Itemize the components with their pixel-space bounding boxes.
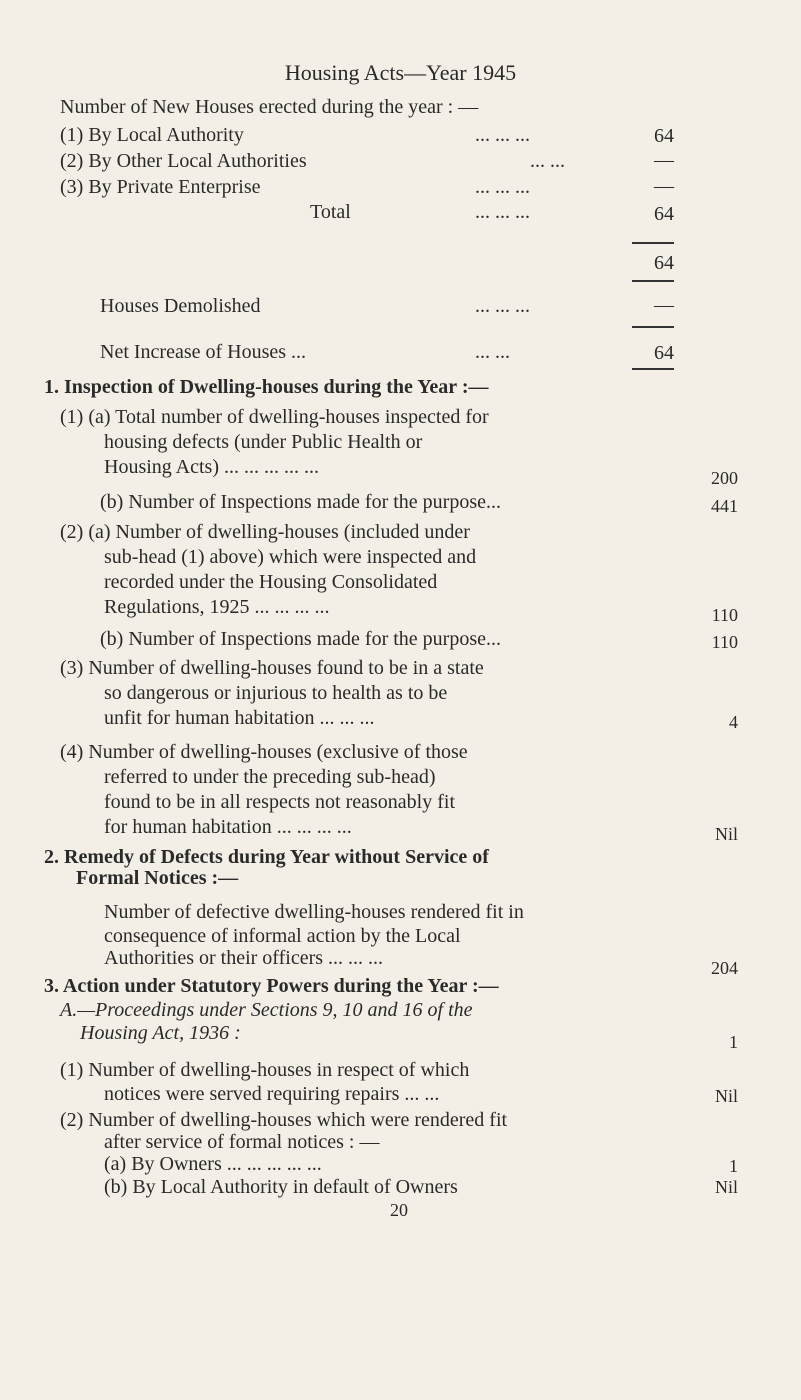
item1a-value: 200: [711, 468, 738, 488]
net-increase-value: 64: [654, 342, 674, 364]
item1a-line1: (1) (a) Total number of dwelling-houses inspected for: [60, 406, 489, 428]
section3-heading: 3. Action under Statutory Powers during the Year :—: [44, 975, 499, 997]
item3-line2: so dangerous or injurious to health as to be: [104, 682, 448, 704]
section2-heading-line2: Formal Notices :—: [76, 867, 239, 889]
row-local-authority-dots: ... ... ...: [475, 124, 530, 146]
section2-body-line3: Authorities or their officers ... ... ...: [104, 947, 384, 969]
rule-2: [632, 280, 674, 282]
item4-line4: for human habitation ... ... ... ...: [104, 816, 352, 838]
row-private-enterprise-value: —: [654, 175, 674, 197]
row-other-authorities-value: —: [654, 149, 674, 171]
rule-1: [632, 242, 674, 244]
item4-line3: found to be in all respects not reasonably fit: [104, 791, 456, 813]
net-increase-dots: ... ...: [475, 341, 510, 363]
subtotal-value: 64: [654, 252, 674, 274]
section3-sub-line2: Housing Act, 1936 :: [80, 1022, 241, 1044]
section3-item1-value-top: 1: [729, 1032, 738, 1052]
section1-heading: 1. Inspection of Dwelling-houses during the Year :—: [44, 376, 489, 398]
section3-item1-line1: (1) Number of dwelling-houses in respect of which: [60, 1059, 470, 1081]
row-local-authority-value: 64: [654, 125, 674, 147]
row-total-value: 64: [654, 203, 674, 225]
section3-item2-line2: after service of formal notices : —: [104, 1131, 380, 1153]
net-increase-label: Net Increase of Houses ...: [100, 341, 307, 363]
row-private-enterprise: (3) By Private Enterprise: [60, 176, 261, 198]
item4-value: Nil: [714, 824, 738, 844]
item2a-line3: recorded under the Housing Consolidated: [104, 571, 438, 593]
demolished-label: Houses Demolished: [100, 295, 261, 317]
demolished-dots: ... ... ...: [475, 295, 530, 317]
section2-body-line2: consequence of informal action by the Local: [104, 925, 461, 947]
item3-line1: (3) Number of dwelling-houses found to be in a state: [60, 657, 484, 679]
section3-item2-line1: (2) Number of dwelling-houses which were rendered fit: [60, 1109, 508, 1131]
page-number: 20: [390, 1200, 408, 1220]
section3-item1-value: Nil: [714, 1086, 738, 1106]
item4-line2: referred to under the preceding sub-head): [104, 766, 436, 788]
row-total-dots: ... ... ...: [475, 201, 530, 223]
item3-value: 4: [729, 712, 738, 732]
section3-item2a-value: 1: [729, 1156, 738, 1176]
row-private-enterprise-dots: ... ... ...: [475, 176, 530, 198]
row-local-authority: (1) By Local Authority: [60, 124, 244, 146]
item2a-line1: (2) (a) Number of dwelling-houses (included under: [60, 521, 470, 543]
item1a-line2: housing defects (under Public Health or: [104, 431, 423, 453]
section3-item2a: (a) By Owners ... ... ... ... ...: [104, 1153, 322, 1175]
item1b-text: (b) Number of Inspections made for the purpose...: [100, 491, 501, 513]
section3-item2b-value: Nil: [714, 1177, 738, 1197]
item2b-text: (b) Number of Inspections made for the purpose...: [100, 628, 501, 650]
row-other-authorities-dots: ... ...: [530, 150, 565, 172]
item1b-value: 441: [711, 496, 738, 516]
section2-heading-line1: 2. Remedy of Defects during Year without Service of: [44, 846, 489, 868]
row-other-authorities: (2) By Other Local Authorities: [60, 150, 307, 172]
item1a-line3: Housing Acts) ... ... ... ... ...: [104, 456, 319, 478]
item2a-line2: sub-head (1) above) which were inspected and: [104, 546, 477, 568]
item2a-value: 110: [711, 605, 738, 625]
page-title: Housing Acts—Year 1945: [284, 60, 517, 85]
item2a-line4: Regulations, 1925 ... ... ... ...: [104, 596, 330, 618]
new-houses-heading: Number of New Houses erected during the year : —: [60, 96, 479, 118]
rule-3: [632, 326, 674, 328]
section2-body-line1: Number of defective dwelling-houses rendered fit in: [104, 901, 524, 923]
demolished-value: —: [654, 294, 674, 316]
section3-item2b: (b) By Local Authority in default of Owners: [104, 1176, 458, 1198]
section3-item1-line2: notices were served requiring repairs ... ...: [104, 1083, 440, 1105]
section2-value: 204: [711, 958, 738, 978]
section3-sub-line1: A.—Proceedings under Sections 9, 10 and 16 of the: [60, 999, 473, 1021]
item2b-value: 110: [711, 632, 738, 652]
rule-4: [632, 368, 674, 370]
item3-line3: unfit for human habitation ... ... ...: [104, 707, 375, 729]
item4-line1: (4) Number of dwelling-houses (exclusive of those: [60, 741, 468, 763]
row-total: Total: [310, 201, 351, 223]
